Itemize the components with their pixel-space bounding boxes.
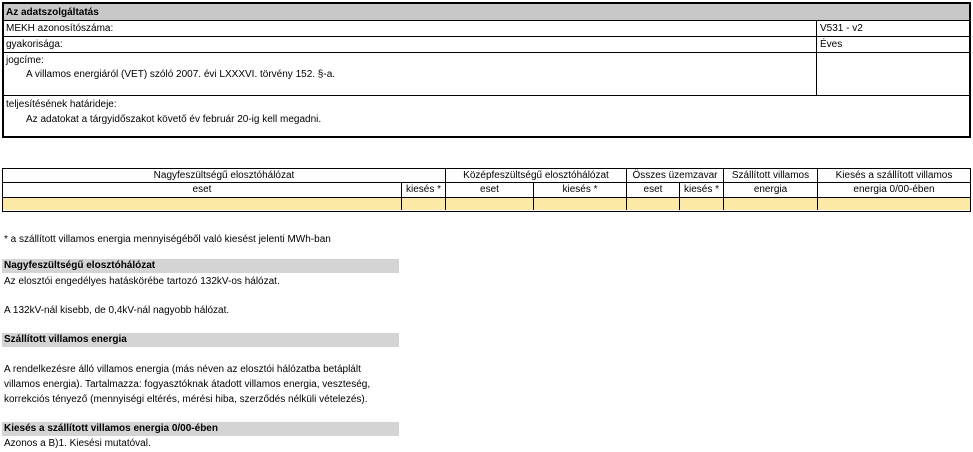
input-nagy-eset[interactable] — [3, 198, 401, 210]
section-kieses-title: Kiesés a szállított villamos energia 0/00-ében — [4, 423, 218, 434]
subheader-kozep-eset: eset — [480, 184, 499, 195]
header-osszes-uzemzavar: Összes üzemzavar — [632, 170, 718, 181]
header-nagyfeszultseg: Nagyfeszültségű elosztóhálózat — [153, 170, 295, 181]
mekh-label: MEKH azonosítószáma: — [6, 23, 114, 34]
input-osszes-kieses[interactable] — [680, 198, 723, 210]
data-supply-info-box — [2, 2, 971, 138]
outage-table — [2, 168, 971, 212]
input-osszes-eset[interactable] — [627, 198, 679, 210]
legal-basis-label: jogcíme: — [6, 55, 44, 66]
szall-desc-2: villamos energia). Tartalmazza: fogyasztóknak átadott villamos energia, veszteség, — [4, 379, 371, 390]
section-szallitott — [2, 333, 399, 347]
nagy-desc-2: A 132kV-nál kisebb, de 0,4kV-nál nagyobb hálózat. — [4, 305, 230, 316]
section-szallitott-title: Szállított villamos energia — [4, 334, 127, 345]
frequency-value: Éves — [820, 39, 843, 50]
nagy-desc-1: Az elosztói engedélyes hatáskörébe tartozó 132kV-os hálózat. — [4, 276, 280, 287]
kieses-desc-1: Azonos a B)1. Kiesési mutatóval. — [4, 438, 151, 449]
subheader-osszes-eset: eset — [643, 184, 663, 195]
subheader-kozep-kieses: kiesés * — [562, 184, 598, 195]
deadline-label: teljesítésének határideje: — [6, 99, 117, 110]
input-kozep-kieses[interactable] — [534, 198, 626, 210]
subheader-nagy-eset: eset — [192, 184, 212, 195]
mekh-value: V531 - v2 — [820, 23, 863, 34]
deadline-value: Az adatokat a tárgyidőszakot követő év február 20-ig kell megadni. — [26, 114, 322, 125]
section-nagyfeszultseg — [2, 259, 399, 273]
info-title-row — [4, 4, 969, 20]
input-szallitott-energia[interactable] — [724, 198, 817, 210]
header-szallitott-energia: Szállított villamos — [731, 170, 810, 181]
section-kieses — [2, 422, 399, 436]
input-kieses-ezrelek[interactable] — [818, 198, 970, 210]
info-title: Az adatszolgáltatás — [6, 7, 99, 18]
subheader-osszes-kieses: kiesés * — [683, 184, 719, 195]
subheader-nagy-kieses: kiesés * — [405, 184, 441, 195]
input-nagy-kieses[interactable] — [402, 198, 445, 210]
header-kozepfeszultseg: Középfeszültségű elosztóhálózat — [463, 170, 609, 181]
footnote: * a szállított villamos energia mennyiségéből való kiesést jelenti MWh-ban — [4, 234, 331, 245]
legal-basis-value: A villamos energiáról (VET) szóló 2007. évi LXXXVI. törvény 152. §-a. — [26, 69, 336, 80]
subheader-szallitott-energia: energia — [753, 184, 788, 195]
section-nagyfeszultseg-title: Nagyfeszültségű elosztóhálózat — [4, 260, 156, 271]
szall-desc-3: korrekciós tényező (mennyiségi eltérés, mérési hiba, szerződés nélküli vételezés). — [4, 394, 368, 405]
subheader-kieses-ezrelek: energia 0/00-ében — [853, 184, 935, 195]
frequency-label: gyakorisága: — [6, 39, 63, 50]
szall-desc-1: A rendelkezésre álló villamos energia (más néven az elosztói hálózatba betáplált — [4, 364, 361, 375]
header-kieses-ezrelek: Kiesés a szállított villamos — [835, 170, 953, 181]
input-kozep-eset[interactable] — [446, 198, 533, 210]
